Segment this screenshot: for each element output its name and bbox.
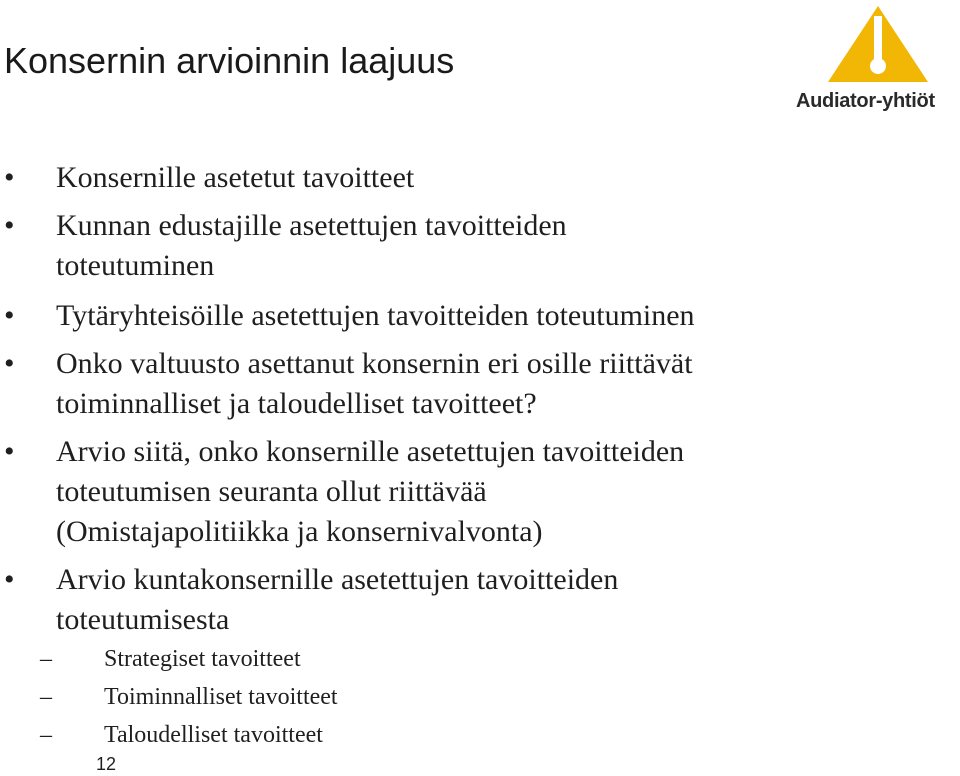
bullet-icon: • — [4, 347, 15, 380]
list-item-text: Tytäryhteisöille asetettujen tavoitteiden toteutuminen — [56, 299, 695, 332]
sub-list-item-text: Toiminnalliset tavoitteet — [104, 684, 338, 710]
sub-list-item-text: Taloudelliset tavoitteet — [104, 722, 323, 748]
list-item-text: Arvio kuntakonsernille asetettujen tavoitteiden — [56, 563, 619, 596]
list-item-text: toteutuminen — [56, 249, 215, 282]
list-item-text: Kunnan edustajille asetettujen tavoitteiden — [56, 209, 567, 242]
bullet-icon: • — [4, 161, 15, 194]
list-item-text: (Omistajapolitiikka ja konsernivalvonta) — [56, 515, 543, 548]
list-item-text: Arvio siitä, onko konsernille asetettujen tavoitteiden — [56, 435, 685, 468]
dash-icon: – — [40, 684, 52, 710]
page-number: 12 — [96, 754, 117, 774]
bullet-icon: • — [4, 435, 15, 468]
company-logo — [796, 4, 960, 120]
bullet-icon: • — [4, 209, 15, 242]
audiator-triangle-logo-icon — [826, 4, 930, 84]
list-item-text: toiminnalliset ja taloudelliset tavoitteet? — [56, 387, 537, 420]
list-item-text: toteutumisesta — [56, 603, 230, 636]
dash-icon: – — [40, 646, 52, 672]
list-item-text: Onko valtuusto asettanut konsernin eri osille riittävät — [56, 347, 693, 380]
slide-title: Konsernin arvioinnin laajuus — [4, 40, 455, 81]
sub-list-item-text: Strategiset tavoitteet — [104, 646, 301, 672]
bullet-icon: • — [4, 299, 15, 332]
dash-icon: – — [40, 722, 52, 748]
logo-text: Audiator-yhtiöt — [796, 90, 935, 112]
list-item-text: toteutumisen seuranta ollut riittävää — [56, 475, 487, 508]
bullet-icon: • — [4, 563, 15, 596]
list-item-text: Konsernille asetetut tavoitteet — [56, 161, 415, 194]
